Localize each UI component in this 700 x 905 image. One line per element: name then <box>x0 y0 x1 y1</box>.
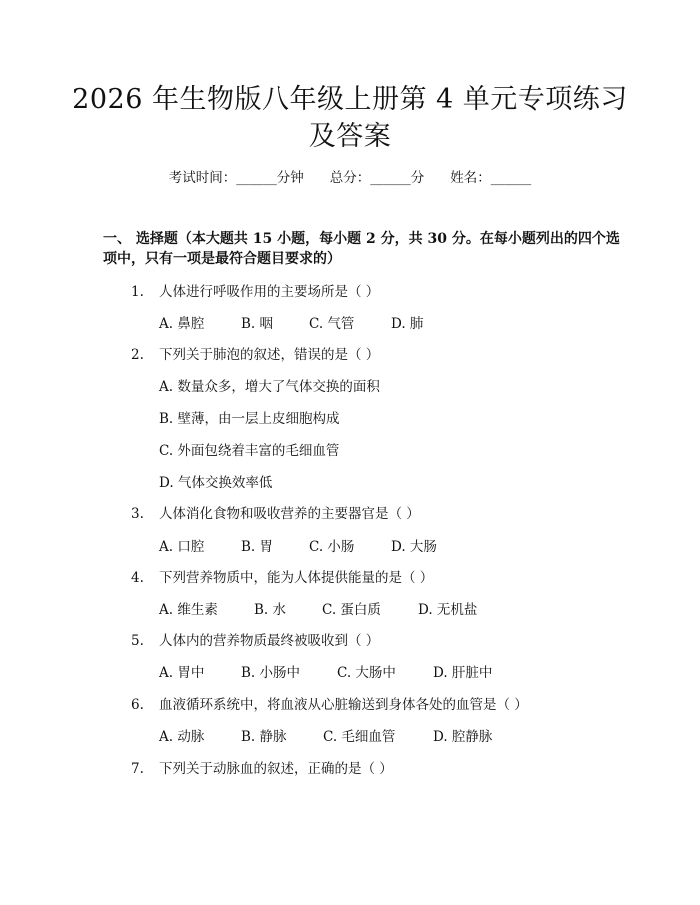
option-b: B. 小肠中 <box>241 665 301 681</box>
question-text: 下列关于动脉血的叙述，正确的是（ ） <box>159 761 393 777</box>
option-c: C. 大肠中 <box>337 665 396 681</box>
question-6-options <box>159 728 492 746</box>
question-text: 血液循环系统中，将血液从心脏输送到身体各处的血管是（ ） <box>159 697 528 713</box>
question-number: 3. <box>131 506 144 522</box>
question-5 <box>131 632 379 650</box>
question-1-options <box>159 315 423 333</box>
option-a: A. 口腔 <box>159 539 205 555</box>
question-text: 人体内的营养物质最终被吸收到（ ） <box>159 633 380 649</box>
question-2 <box>131 346 379 364</box>
option-b: B. 咽 <box>241 316 274 332</box>
question-4-options <box>159 601 477 619</box>
question-number: 2. <box>131 347 144 363</box>
question-4 <box>131 569 433 587</box>
option-d: D. 肺 <box>391 316 424 332</box>
question-6 <box>131 696 528 714</box>
section-heading-continued: 项中，只有一项是最符合题目要求的） <box>103 251 341 267</box>
question-text: 人体消化食物和吸收营养的主要器官是（ ） <box>159 506 420 522</box>
option-c: C. 小肠 <box>309 539 355 555</box>
question-text: 人体进行呼吸作用的主要场所是（ ） <box>159 284 380 300</box>
document-title-continued: 及答案 <box>308 121 392 152</box>
question-text: 下列营养物质中，能为人体提供能量的是（ ） <box>159 570 434 586</box>
exam-time-field: 考试时间：______分钟 <box>168 170 304 186</box>
question-3 <box>131 505 420 523</box>
option-d: D. 肝脏中 <box>433 665 493 681</box>
option-c: C. 毛细血管 <box>323 729 396 745</box>
question-number: 1. <box>131 284 144 300</box>
option-b: B. 静脉 <box>241 729 287 745</box>
option-b: B. 胃 <box>241 539 274 555</box>
question-3-options <box>159 538 437 556</box>
section-heading: 一、 选择题（本大题共 15 小题，每小题 2 分，共 30 分。在每小题列出的四个选 <box>103 231 620 247</box>
option-a: A. 动脉 <box>159 729 205 745</box>
question-2-option-d: D. 气体交换效率低 <box>159 475 273 491</box>
question-number: 5. <box>131 633 144 649</box>
option-b: B. 水 <box>254 602 287 618</box>
question-text: 下列关于肺泡的叙述，错误的是（ ） <box>159 347 380 363</box>
question-1 <box>131 283 379 301</box>
total-score-field: 总分：______分 <box>329 170 425 186</box>
option-d: D. 无机盐 <box>418 602 478 618</box>
question-2-option-a: A. 数量众多，增大了气体交换的面积 <box>159 379 380 395</box>
question-2-option-b: B. 壁薄，由一层上皮细胞构成 <box>159 411 340 427</box>
question-number: 7. <box>131 761 144 777</box>
option-a: A. 维生素 <box>159 602 218 618</box>
question-7 <box>131 760 393 778</box>
question-2-option-c: C. 外面包绕着丰富的毛细血管 <box>159 443 340 459</box>
option-c: C. 蛋白质 <box>322 602 381 618</box>
student-name-field: 姓名：______ <box>450 170 532 186</box>
question-5-options <box>159 664 492 682</box>
option-c: C. 气管 <box>309 316 355 332</box>
option-a: A. 胃中 <box>159 665 205 681</box>
question-number: 6. <box>131 697 144 713</box>
exam-info-line <box>0 169 700 187</box>
document-title: 2026 年生物版八年级上册第 4 单元专项练习 <box>72 84 628 115</box>
option-a: A. 鼻腔 <box>159 316 205 332</box>
option-d: D. 腔静脉 <box>433 729 493 745</box>
option-d: D. 大肠 <box>391 539 437 555</box>
question-number: 4. <box>131 570 144 586</box>
